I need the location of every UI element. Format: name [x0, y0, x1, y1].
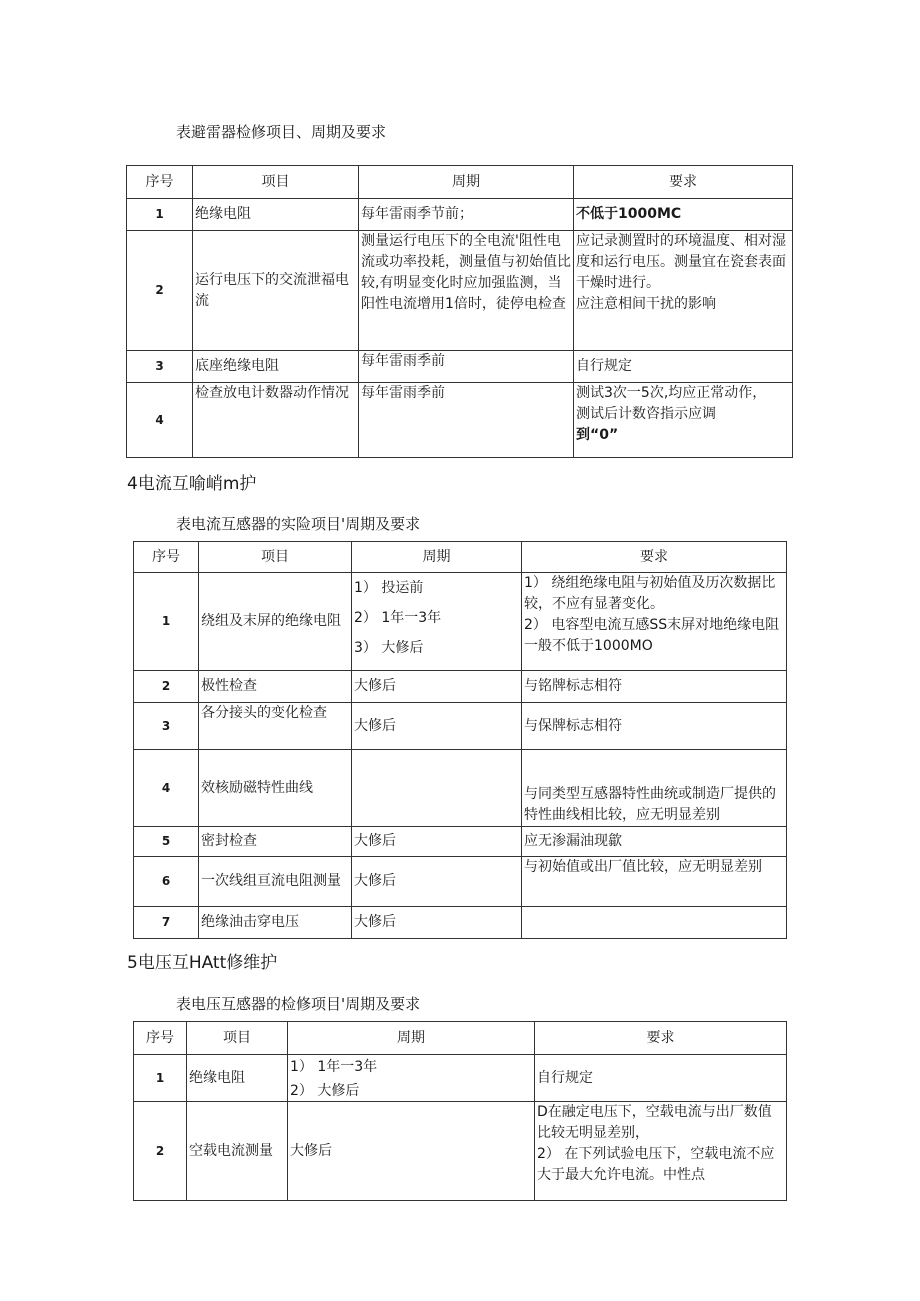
table-header-row: [127, 166, 793, 199]
table-row: [134, 857, 787, 907]
table-row: [134, 703, 787, 750]
row-cycle: [288, 1055, 535, 1102]
header-item: 项目: [199, 542, 352, 573]
row-item: 极性检查: [199, 671, 352, 703]
requirement-line: 2） 在下列试验电压下，空载电流不应大于最大允许电流。中性点: [537, 1146, 775, 1183]
row-item: 密封检查: [199, 827, 352, 857]
row-cycle: 大修后: [352, 857, 522, 907]
section-heading-5: 5电压互HAtt修维护: [127, 953, 278, 973]
table3-caption: 表电压互感器的检修项目'周期及要求: [176, 995, 421, 1013]
header-no: 序号: [134, 1022, 187, 1055]
row-item: 绝缘电阻: [193, 199, 359, 231]
requirement-line: D在融定电压下，空载电流与出厂数值比较无明显差别，: [537, 1104, 772, 1141]
table-row: [127, 351, 793, 383]
row-requirement: 自行规定: [535, 1055, 787, 1102]
voltage-transformer-table: [133, 1021, 787, 1201]
header-requirement: 要求: [522, 542, 787, 573]
row-item: 各分接头的变化检查: [199, 703, 352, 750]
row-item: 空载电流测量: [187, 1102, 288, 1201]
requirement-line: 1） 绕组绝缘电阻与初始值及历次数据比较，不应有显著变化。: [524, 575, 776, 612]
row-requirement: [535, 1102, 787, 1201]
row-no: 1: [127, 199, 193, 231]
row-item: 运行电压下的交流泄福电流: [193, 231, 359, 351]
row-item: 绝缘电阻: [187, 1055, 288, 1102]
row-item: 效核励磁特性曲线: [199, 750, 352, 827]
cycle-line: 3） 大修后: [354, 640, 424, 656]
table-row: [134, 907, 787, 939]
row-item: 底座绝缘电阻: [193, 351, 359, 383]
table-row: [127, 383, 793, 458]
header-requirement: 要求: [535, 1022, 787, 1055]
row-requirement: 与保牌标志相符: [522, 703, 787, 750]
row-requirement: [522, 907, 787, 939]
row-cycle: 大修后: [288, 1102, 535, 1201]
row-no: 3: [127, 351, 193, 383]
table1-caption: 表避雷器检修项目、周期及要求: [176, 123, 387, 141]
table-row: [134, 1102, 787, 1201]
table-header-row: [134, 1022, 787, 1055]
lightning-arrester-table: [126, 165, 793, 458]
table-row: [134, 671, 787, 703]
header-item: 项目: [193, 166, 359, 199]
row-cycle: 每年雷雨季前: [359, 383, 574, 458]
row-cycle: 大修后: [352, 907, 522, 939]
row-no: 2: [134, 1102, 187, 1201]
section-heading-4: 4电流互喻峭m护: [127, 474, 257, 494]
requirement-line: 测试3次一5次,均应正常动作，: [576, 385, 767, 401]
current-transformer-table: [133, 541, 787, 939]
row-no: 2: [127, 231, 193, 351]
row-no: 4: [134, 750, 199, 827]
row-no: 7: [134, 907, 199, 939]
row-cycle: 测量运行电压下的全电流'阻性电流或功率投耗，测量值与初始值比较,有明显变化时应加强监测，当阳性电流增用1倍时，徒停电检查: [359, 231, 574, 351]
requirement-line: 应记录测置时的环境温度、相对湿度和运行电压。测量宜在瓷套表面干燥时进行。: [576, 233, 786, 291]
requirement-line: 测试后计数咨指示应调: [576, 406, 716, 422]
cycle-line: 2） 1年一3年: [354, 610, 442, 626]
row-requirement: 应无渗漏油现歙: [522, 827, 787, 857]
header-item: 项目: [187, 1022, 288, 1055]
row-cycle: 每年雷雨季前: [359, 351, 574, 383]
row-no: 6: [134, 857, 199, 907]
row-requirement: 与初始值或出厂值比较，应无明显差别: [522, 857, 787, 907]
header-requirement: 要求: [574, 166, 793, 199]
row-no: 1: [134, 573, 199, 671]
table-row: [134, 573, 787, 671]
row-item: 检查放电计数器动作情况: [193, 383, 359, 458]
row-item: 绝缘油击穿电压: [199, 907, 352, 939]
row-cycle: 大修后: [352, 703, 522, 750]
table-row: [134, 1055, 787, 1102]
row-item: 绕组及末屏的绝缘电阻: [199, 573, 352, 671]
row-no: 5: [134, 827, 199, 857]
row-requirement: 自行规定: [574, 351, 793, 383]
requirement-line: 到“0”: [576, 427, 619, 443]
row-no: 2: [134, 671, 199, 703]
table2-caption: 表电流互感器的实险项目'周期及要求: [176, 515, 421, 533]
row-item: 一次线组亘流电阻测量: [199, 857, 352, 907]
table-row: [134, 827, 787, 857]
row-requirement: 与同类型互感器特性曲统或制造厂提供的特性曲线相比较，应无明显差别: [522, 750, 787, 827]
row-no: 3: [134, 703, 199, 750]
row-cycle: [352, 573, 522, 671]
row-requirement: 不低于1000MC: [574, 199, 793, 231]
row-requirement: [574, 383, 793, 458]
header-cycle: 周期: [288, 1022, 535, 1055]
cycle-line: 2） 大修后: [290, 1083, 360, 1099]
requirement-line: 应注意相间干扰的影响: [576, 296, 716, 312]
row-requirement: [522, 573, 787, 671]
table-row: [134, 750, 787, 827]
header-cycle: 周期: [359, 166, 574, 199]
table-header-row: [134, 542, 787, 573]
row-cycle: 大修后: [352, 671, 522, 703]
requirement-line: 2） 电容型电流互感SS末屏对地绝缘电阻一般不低于1000MO: [524, 617, 780, 654]
row-requirement: [574, 231, 793, 351]
row-requirement: 与铭牌标志相符: [522, 671, 787, 703]
row-no: 1: [134, 1055, 187, 1102]
cycle-line: 1） 投运前: [354, 580, 424, 596]
row-cycle: 每年雷雨季节前；: [359, 199, 574, 231]
header-cycle: 周期: [352, 542, 522, 573]
row-no: 4: [127, 383, 193, 458]
header-no: 序号: [134, 542, 199, 573]
header-no: 序号: [127, 166, 193, 199]
cycle-line: 1） 1年一3年: [290, 1059, 378, 1075]
table-row: [127, 231, 793, 351]
row-cycle: [352, 750, 522, 827]
table-row: [127, 199, 793, 231]
row-cycle: 大修后: [352, 827, 522, 857]
